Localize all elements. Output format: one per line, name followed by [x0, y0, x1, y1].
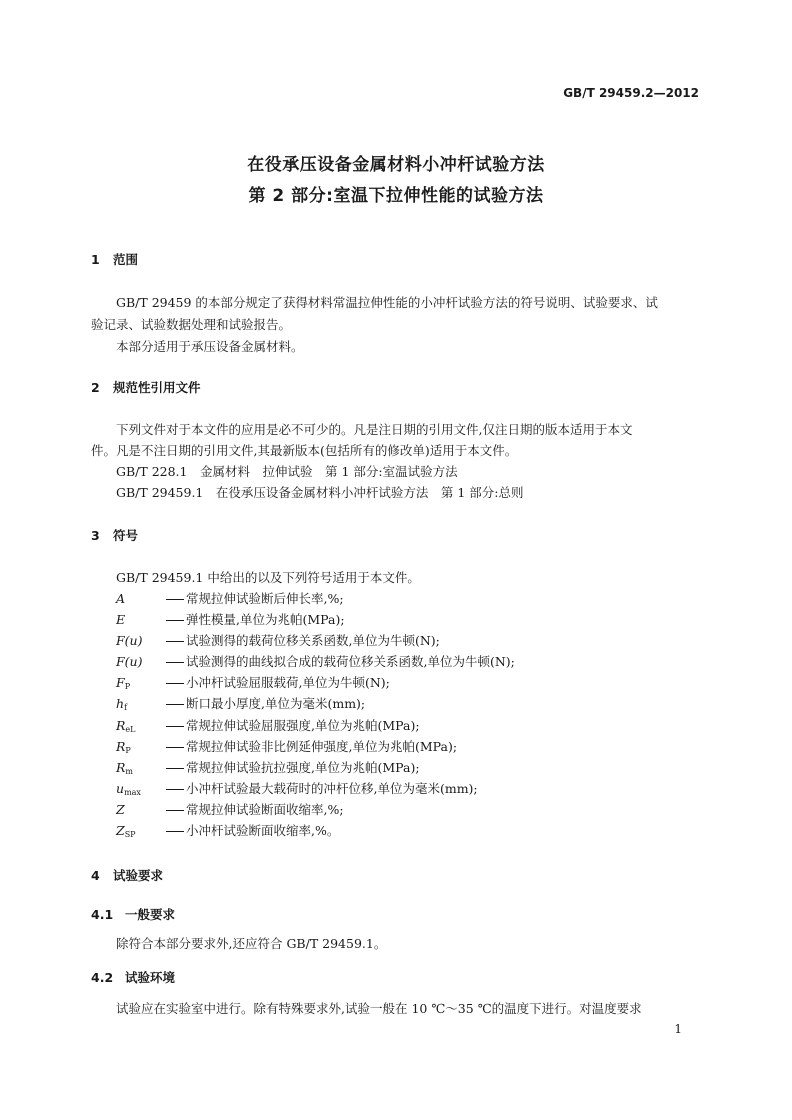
symbol-row — [116, 821, 339, 839]
symbol-row — [116, 716, 420, 734]
section-title: 一般要求 — [125, 907, 176, 922]
document-title-line2: 第 2 部分:室温下拉伸性能的试验方法 — [248, 186, 544, 206]
symbol-row — [116, 673, 390, 691]
symbol-description: 常规拉伸试验屈服强度,单位为兆帕(MPa); — [186, 718, 420, 733]
symbol-description: 常规拉伸试验断面收缩率,%; — [186, 802, 344, 817]
section-1-heading — [91, 250, 138, 268]
symbol: $u_{max}$ — [116, 781, 141, 797]
symbol: $R_P$ — [116, 739, 131, 755]
dash-separator — [166, 789, 184, 790]
section-title: 规范性引用文件 — [113, 380, 201, 395]
section-title: 范围 — [113, 252, 139, 267]
document-title-line1: 在役承压设备金属材料小冲杆试验方法 — [247, 155, 545, 175]
symbol-row — [116, 652, 515, 670]
section-2-paragraph-1a: 下列文件对于本文件的应用是必不可少的。凡是注日期的引用文件,仅注日期的版本适用于本文 — [116, 422, 633, 437]
normative-reference-1: GB/T 228.1 金属材料 拉伸试验 第 1 部分:室温试验方法 — [116, 464, 458, 479]
section-title: 试验要求 — [113, 868, 164, 883]
section-4-heading — [91, 866, 163, 884]
section-1-paragraph-2: 本部分适用于承压设备金属材料。 — [116, 339, 304, 354]
symbol-description: 小冲杆试验最大载荷时的冲杆位移,单位为毫米(mm); — [186, 781, 478, 796]
symbol-row — [116, 800, 344, 818]
symbol: $Z_{SP}$ — [116, 823, 136, 839]
symbol-description: 试验测得的载荷位移关系函数,单位为牛顿(N); — [186, 633, 440, 648]
dash-separator — [166, 662, 184, 663]
symbol: F(u) — [116, 654, 143, 669]
section-title: 符号 — [113, 528, 139, 543]
symbol-description: 断口最小厚度,单位为毫米(mm); — [186, 696, 366, 711]
section-2-heading — [91, 378, 201, 396]
standard-code: GB/T 29459.2—2012 — [563, 86, 699, 100]
symbol: $F_P$ — [116, 675, 131, 691]
dash-separator — [166, 747, 184, 748]
dash-separator — [166, 768, 184, 769]
section-number: 3 — [91, 528, 100, 543]
section-4-2-paragraph: 试验应在实验室中进行。除有特殊要求外,试验一般在 10 ℃～35 ℃的温度下进行。对温度要求 — [116, 1001, 642, 1016]
section-number: 2 — [91, 380, 100, 395]
symbol: $h_f$ — [116, 696, 128, 712]
dash-separator — [166, 704, 184, 705]
dash-separator — [166, 831, 184, 832]
symbol-row — [116, 737, 457, 755]
symbol-row — [116, 694, 365, 712]
dash-separator — [166, 620, 184, 621]
symbol: E — [116, 612, 126, 627]
symbol-description: 弹性模量,单位为兆帕(MPa); — [186, 612, 345, 627]
page-number: 1 — [674, 1022, 682, 1036]
normative-reference-2: GB/T 29459.1 在役承压设备金属材料小冲杆试验方法 第 1 部分:总则 — [116, 485, 524, 500]
section-1-paragraph-1b: 验记录、试验数据处理和试验报告。 — [91, 317, 292, 332]
section-number: 4.2 — [91, 970, 114, 985]
symbol: Z — [116, 802, 125, 817]
dash-separator — [166, 599, 184, 600]
symbol-description: 小冲杆试验断面收缩率,%。 — [186, 823, 340, 838]
dash-separator — [166, 810, 184, 811]
symbol: $R_m$ — [116, 760, 134, 776]
section-4-1-heading — [91, 905, 175, 923]
dash-separator — [166, 641, 184, 642]
symbol-description: 常规拉伸试验非比例延伸强度,单位为兆帕(MPa); — [186, 739, 458, 754]
section-4-1-paragraph: 除符合本部分要求外,还应符合 GB/T 29459.1。 — [116, 936, 387, 951]
symbol-row — [116, 631, 440, 649]
section-3-heading — [91, 526, 138, 544]
section-4-2-heading — [91, 968, 175, 986]
section-2-paragraph-1b: 件。凡是不注日期的引用文件,其最新版本(包括所有的修改单)适用于本文件。 — [91, 443, 518, 458]
section-number: 4 — [91, 868, 100, 883]
symbol-description: 常规拉伸试验断后伸长率,%; — [186, 591, 344, 606]
section-number: 4.1 — [91, 907, 114, 922]
section-number: 1 — [91, 252, 100, 267]
dash-separator — [166, 726, 184, 727]
symbol-row — [116, 589, 344, 607]
section-3-intro: GB/T 29459.1 中给出的以及下列符号适用于本文件。 — [116, 570, 420, 585]
dash-separator — [166, 683, 184, 684]
symbol-row — [116, 779, 478, 797]
symbol: F(u) — [116, 633, 143, 648]
symbol-description: 小冲杆试验屈服载荷,单位为牛顿(N); — [186, 675, 390, 690]
symbol-description: 试验测得的曲线拟合成的载荷位移关系函数,单位为牛顿(N); — [186, 654, 515, 669]
symbol-description: 常规拉伸试验抗拉强度,单位为兆帕(MPa); — [186, 760, 420, 775]
symbol: A — [116, 591, 126, 606]
symbol-row — [116, 610, 345, 628]
section-1-paragraph-1a: GB/T 29459 的本部分规定了获得材料常温拉伸性能的小冲杆试验方法的符号说明、试验要求、试 — [116, 295, 658, 310]
symbol-row — [116, 758, 420, 776]
section-title: 试验环境 — [125, 970, 176, 985]
symbol: $R_{eL}$ — [116, 718, 136, 734]
